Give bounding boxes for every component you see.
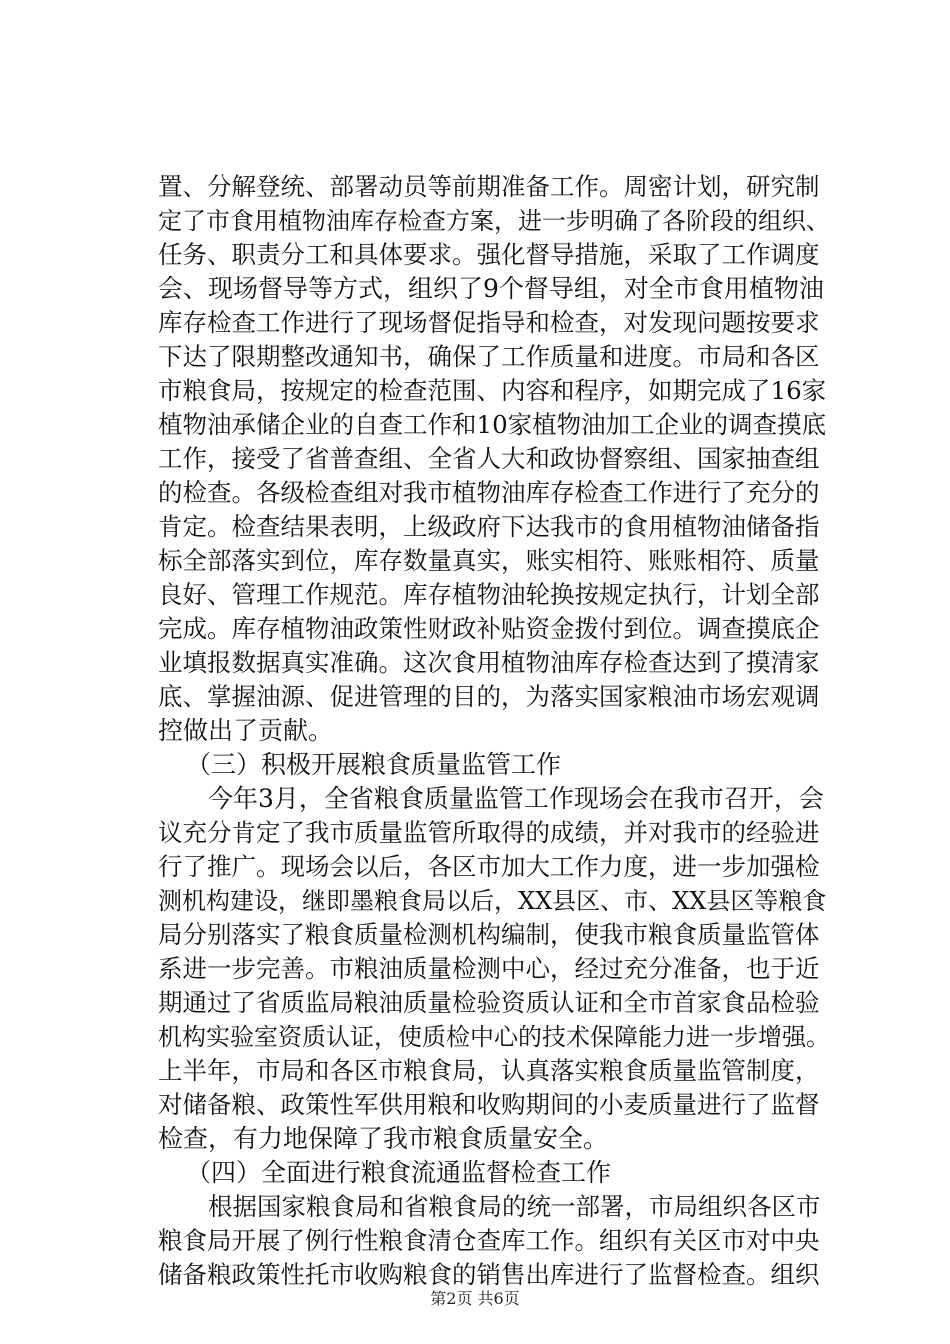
text-line: 机构实验室资质认证，使质检中心的技术保障能力进一步增强。: [158, 1023, 830, 1051]
text-line: 测机构建设，继即墨粮食局以后，XX县区、市、XX县区等粮食: [158, 887, 827, 915]
text-line: 今年3月，全省粮食质量监管工作现场会在我市召开，会: [208, 784, 824, 813]
section-heading: （三）积极开展粮食质量监管工作: [186, 750, 562, 779]
text-line: 行了推广。现场会以后，各区市加大工作力度，进一步加强检: [158, 852, 820, 881]
text-line: 业填报数据真实准确。这次食用植物油库存检查达到了摸清家: [158, 648, 820, 677]
text-line: 下达了限期整改通知书，确保了工作质量和进度。市局和各区: [158, 342, 820, 371]
text-line: 粮食局开展了例行性粮食清仓查库工作。组织有关区市对中央: [158, 1226, 820, 1255]
page-footer: [0, 1286, 950, 1309]
text-line: 储备粮政策性托市收购粮食的销售出库进行了监督检查。组织: [158, 1260, 820, 1289]
text-line: 上半年，市局和各区市粮食局，认真落实粮食质量监管制度，: [158, 1056, 820, 1085]
text-line: 植物油承储企业的自查工作和10家植物油加工企业的调查摸底: [158, 410, 827, 439]
text-line: 对储备粮、政策性军供用粮和收购期间的小麦质量进行了监督: [158, 1090, 820, 1119]
text-line: 系进一步完善。市粮油质量检测中心，经过充分准备，也于近: [158, 954, 820, 983]
text-line: 标全部落实到位，库存数量真实，账实相符、账账相符、质量: [158, 546, 820, 575]
text-line: 置、分解登统、部署动员等前期准备工作。周密计划，研究制: [158, 172, 820, 201]
text-line: 底、掌握油源、促进管理的目的，为落实国家粮油市场宏观调: [158, 682, 820, 711]
text-line: 完成。库存植物油政策性财政补贴资金拨付到位。调查摸底企: [158, 614, 820, 643]
text-line: 定了市食用植物油库存检查方案，进一步明确了各阶段的组织、: [158, 207, 830, 235]
text-line: 议充分肯定了我市质量监管所取得的成绩，并对我市的经验进: [158, 818, 820, 847]
text-line: 任务、职责分工和具体要求。强化督导措施，采取了工作调度: [158, 240, 820, 269]
section-heading: （四）全面进行粮食流通监督检查工作: [186, 1158, 612, 1187]
page-number: 第2页 共6页: [430, 1289, 520, 1308]
text-line: 根据国家粮食局和省粮食局的统一部署，市局组织各区市: [208, 1192, 821, 1221]
text-line: 会、现场督导等方式，组织了9个督导组，对全市食用植物油: [158, 274, 824, 303]
text-line: 期通过了省质监局粮油质量检验资质认证和全市首家食品检验: [158, 988, 820, 1017]
text-line: 肯定。检查结果表明，上级政府下达我市的食用植物油储备指: [158, 512, 820, 541]
text-line: 工作，接受了省普查组、全省人大和政协督察组、国家抽查组: [158, 444, 820, 473]
text-line: 良好、管理工作规范。库存植物油轮换按规定执行，计划全部: [158, 580, 820, 609]
text-line: 检查，有力地保障了我市粮食质量安全。: [158, 1124, 609, 1153]
text-line: 的检查。各级检查组对我市植物油库存检查工作进行了充分的: [158, 478, 820, 507]
text-line: 市粮食局，按规定的检查范围、内容和程序，如期完成了16家: [158, 376, 827, 405]
text-line: 局分别落实了粮食质量检测机构编制，使我市粮食质量监管体: [158, 920, 820, 949]
text-line: 控做出了贡献。: [158, 716, 334, 745]
text-line: 库存检查工作进行了现场督促指导和检查，对发现问题按要求: [158, 308, 820, 337]
